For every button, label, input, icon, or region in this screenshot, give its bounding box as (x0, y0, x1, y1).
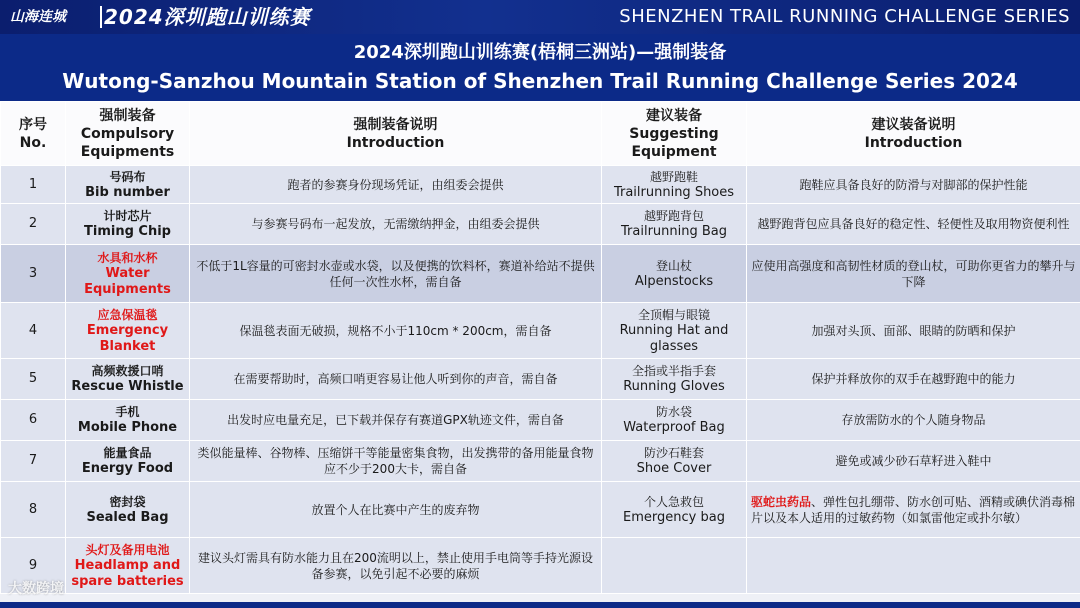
compulsory-item: 手机 Mobile Phone (66, 400, 190, 441)
suggested-desc: 避免或减少砂石草籽进入鞋中 (747, 441, 1080, 482)
table-header-row (1, 102, 1080, 166)
page-title-block (0, 34, 1080, 101)
table-row (1, 245, 1080, 303)
compulsory-desc: 在需要帮助时，高频口哨更容易让他人听到你的声音，需自备 (190, 359, 602, 400)
row-number: 1 (1, 166, 66, 204)
page-title-en: Wutong-Sanzhou Mountain Station of Shenzhen Trail Running Challenge Series 2024 (62, 69, 1018, 93)
suggested-item: 越野跑鞋 Trailrunning Shoes (602, 166, 747, 204)
compulsory-item: 水具和水杯 Water Equipments (66, 245, 190, 303)
compulsory-desc: 类似能量棒、谷物棒、压缩饼干等能量密集食物，出发携带的备用能量食物应不少于200大卡，需自备 (190, 441, 602, 482)
logo-divider (100, 6, 102, 28)
table-row (1, 204, 1080, 245)
compulsory-desc: 出发时应电量充足，已下载并保存有赛道GPX轨迹文件，需自备 (190, 400, 602, 441)
row-number: 2 (1, 204, 66, 245)
compulsory-desc: 与参赛号码布一起发放，无需缴纳押金，由组委会提供 (190, 204, 602, 245)
table-row (1, 303, 1080, 359)
table-row (1, 400, 1080, 441)
suggested-item: 防水袋 Waterproof Bag (602, 400, 747, 441)
suggested-item: 登山杖 Alpenstocks (602, 245, 747, 303)
row-number: 8 (1, 482, 66, 538)
row-number: 6 (1, 400, 66, 441)
col-header-compulsory: 强制装备 Compulsory Equipments (66, 102, 190, 166)
suggested-item: 个人急救包 Emergency bag (602, 482, 747, 538)
suggested-desc: 跑鞋应具备良好的防滑与对脚部的保护性能 (747, 166, 1080, 204)
suggested-desc: 加强对头顶、面部、眼睛的防晒和保护 (747, 303, 1080, 359)
row-number: 3 (1, 245, 66, 303)
suggested-desc: 越野跑背包应具备良好的稳定性、轻便性及取用物资便利性 (747, 204, 1080, 245)
compulsory-desc: 不低于1L容量的可密封水壶或水袋，以及便携的饮料杯，赛道补给站不提供任何一次性水杯，需自备 (190, 245, 602, 303)
suggested-desc: 存放需防水的个人随身物品 (747, 400, 1080, 441)
compulsory-desc: 建议头灯需具有防水能力且在200流明以上，禁止使用手电筒等手持光源设备参赛，以免引起不必要的麻烦 (190, 538, 602, 594)
table-row (1, 166, 1080, 204)
table-row (1, 441, 1080, 482)
compulsory-item: 密封袋 Sealed Bag (66, 482, 190, 538)
compulsory-desc: 跑者的参赛身份现场凭证，由组委会提供 (190, 166, 602, 204)
compulsory-desc: 保温毯表面无破损，规格不小于110cm * 200cm，需自备 (190, 303, 602, 359)
suggested-item (602, 538, 747, 594)
suggested-item: 全指或半指手套 Running Gloves (602, 359, 747, 400)
compulsory-item: 头灯及备用电池 Headlamp and spare batteries (66, 538, 190, 594)
row-number: 7 (1, 441, 66, 482)
watermark-logo: 大数跨境 (8, 581, 64, 597)
compulsory-item: 高频救援口哨 Rescue Whistle (66, 359, 190, 400)
compulsory-item: 计时芯片 Timing Chip (66, 204, 190, 245)
suggested-item: 越野跑背包 Trailrunning Bag (602, 204, 747, 245)
compulsory-desc: 放置个人在比赛中产生的废弃物 (190, 482, 602, 538)
suggested-item: 全顶帽与眼镜 Running Hat and glasses (602, 303, 747, 359)
event-title: 2024深圳跑山训练赛 (104, 5, 311, 29)
brand-logo: 山海连城 (10, 9, 66, 25)
compulsory-item: 应急保温毯 Emergency Blanket (66, 303, 190, 359)
table-row (1, 359, 1080, 400)
suggested-item: 防沙石鞋套 Shoe Cover (602, 441, 747, 482)
row-number: 9 (1, 538, 66, 594)
col-header-introduction: 强制装备说明 Introduction (190, 102, 602, 166)
equipment-table (0, 101, 1080, 594)
bottom-bar (0, 602, 1080, 608)
table-row (1, 482, 1080, 538)
suggested-desc: 驱蛇虫药品、弹性包扎绷带、防水创可贴、酒精或碘伏消毒棉片以及本人适用的过敏药物（如氯雷他定或扑尔敏） (747, 482, 1080, 538)
col-header-suggest-intro: 建议装备说明 Introduction (747, 102, 1080, 166)
suggested-desc: 应使用高强度和高韧性材质的登山杖，可助你更省力的攀升与下降 (747, 245, 1080, 303)
col-header-no: 序号 No. (1, 102, 66, 166)
series-title: SHENZHEN TRAIL RUNNING CHALLENGE SERIES (619, 6, 1070, 27)
top-banner (0, 0, 1080, 34)
row-number: 4 (1, 303, 66, 359)
suggested-desc: 保护并释放你的双手在越野跑中的能力 (747, 359, 1080, 400)
col-header-suggesting: 建议装备 Suggesting Equipment (602, 102, 747, 166)
suggested-desc (747, 538, 1080, 594)
page-title-cn: 2024深圳跑山训练赛(梧桐三洲站)—强制装备 (353, 42, 727, 63)
compulsory-item: 号码布 Bib number (66, 166, 190, 204)
compulsory-item: 能量食品 Energy Food (66, 441, 190, 482)
row-number: 5 (1, 359, 66, 400)
